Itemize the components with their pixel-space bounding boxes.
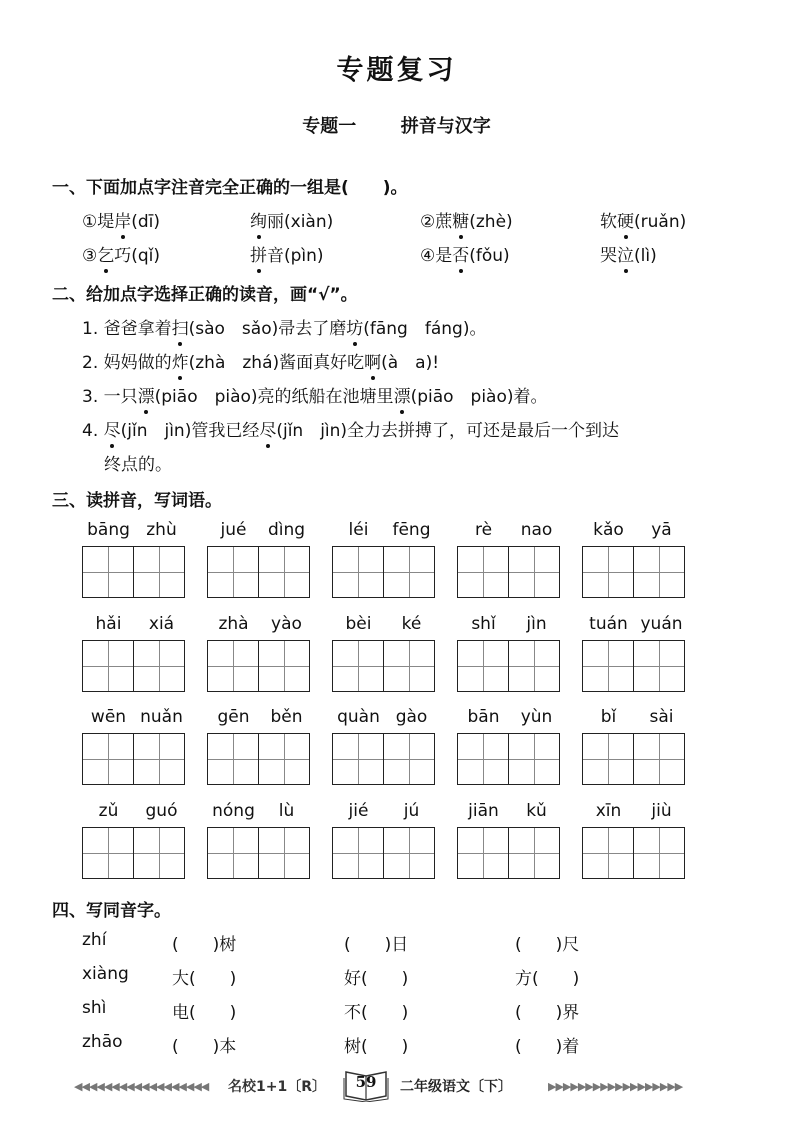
tian-grid-box[interactable] xyxy=(384,827,435,879)
option-item: 软硬(ruǎn) xyxy=(600,207,686,232)
tian-grid-box[interactable] xyxy=(582,546,634,598)
pinyin-syllable: gào xyxy=(395,707,428,727)
pinyin-syllable: yào xyxy=(271,614,302,634)
page-footer xyxy=(0,1072,793,1102)
subtitle-topic: 拼音与汉字 xyxy=(400,116,491,137)
tian-grid-box[interactable] xyxy=(509,827,560,879)
tian-grid-pair xyxy=(332,640,438,692)
tian-grid-box[interactable] xyxy=(332,546,384,598)
pinyin-syllable: quàn xyxy=(337,707,380,727)
tian-grid-box[interactable] xyxy=(332,827,384,879)
tian-grid-box[interactable] xyxy=(259,733,310,785)
pinyin-syllable: kǎo xyxy=(593,520,624,540)
pinyin-syllable: jié xyxy=(348,801,369,821)
homophone-blank[interactable]: 不( ) xyxy=(344,1003,409,1023)
tian-grid-pair xyxy=(82,640,188,692)
question-line-continued: 终点的。 xyxy=(104,455,172,475)
tian-grid-box[interactable] xyxy=(82,640,134,692)
word-item xyxy=(207,707,313,785)
option-item: ④是否(fǒu) xyxy=(420,241,510,266)
tian-grid-pair xyxy=(457,640,563,692)
question-line: 1. 爸爸拿着扫(sào sǎo)帚去了磨坊(fāng fáng)。 xyxy=(82,314,486,339)
pinyin-syllable: yā xyxy=(651,520,672,540)
pinyin-row xyxy=(457,707,563,729)
tian-grid-box[interactable] xyxy=(384,640,435,692)
pinyin-syllable: bāng xyxy=(87,520,130,540)
tian-grid-pair xyxy=(82,546,188,598)
tian-grid-box[interactable] xyxy=(259,640,310,692)
tian-grid-pair xyxy=(207,546,313,598)
tian-grid-box[interactable] xyxy=(207,546,259,598)
tian-grid-box[interactable] xyxy=(207,733,259,785)
pinyin-syllable: zhà xyxy=(218,614,249,634)
tian-grid-box[interactable] xyxy=(82,733,134,785)
tian-grid-pair xyxy=(582,640,688,692)
homophone-blank[interactable]: ( )树 xyxy=(172,935,237,955)
pinyin-syllable: xīn xyxy=(595,801,622,821)
tian-grid-box[interactable] xyxy=(634,546,685,598)
pinyin-row xyxy=(582,614,688,636)
tian-grid-box[interactable] xyxy=(457,546,509,598)
pinyin-row xyxy=(457,801,563,823)
tian-grid-box[interactable] xyxy=(457,827,509,879)
homophone-blank[interactable]: 好( ) xyxy=(344,969,409,989)
tian-grid-box[interactable] xyxy=(457,640,509,692)
tian-grid-box[interactable] xyxy=(134,640,185,692)
pinyin-syllable: běn xyxy=(270,707,303,727)
homophone-pinyin: xiàng xyxy=(82,964,129,984)
pinyin-syllable: zhù xyxy=(146,520,177,540)
homophone-blank[interactable]: ( )尺 xyxy=(515,935,580,955)
book-icon xyxy=(342,1068,390,1100)
word-item xyxy=(207,801,313,879)
tian-grid-pair xyxy=(332,827,438,879)
pinyin-syllable: yuán xyxy=(640,614,683,634)
pinyin-syllable: bān xyxy=(467,707,500,727)
footer-arrows-right: ▶▶▶▶▶▶▶▶▶▶▶▶▶▶▶▶▶▶ xyxy=(548,1080,683,1093)
footer-series: 名校1+1〔R〕 xyxy=(228,1079,326,1095)
tian-grid-box[interactable] xyxy=(384,546,435,598)
pinyin-syllable: bèi xyxy=(345,614,372,634)
tian-grid-box[interactable] xyxy=(457,733,509,785)
word-item xyxy=(332,614,438,692)
pinyin-syllable: léi xyxy=(348,520,369,540)
section-4-heading: 四、写同音字。 xyxy=(52,901,171,921)
pinyin-row xyxy=(332,707,438,729)
pinyin-row xyxy=(457,614,563,636)
word-item xyxy=(82,801,188,879)
word-item xyxy=(332,707,438,785)
homophone-blank[interactable]: 树( ) xyxy=(344,1037,409,1057)
option-item: 拼音(pìn) xyxy=(250,241,324,266)
pinyin-syllable: nao xyxy=(520,520,553,540)
pinyin-syllable: guó xyxy=(145,801,178,821)
pinyin-syllable: dìng xyxy=(267,520,306,540)
word-item xyxy=(457,520,563,598)
tian-grid-box[interactable] xyxy=(207,640,259,692)
tian-grid-box[interactable] xyxy=(332,640,384,692)
tian-grid-box[interactable] xyxy=(259,546,310,598)
page-title: 专题复习 xyxy=(336,55,457,86)
tian-grid-pair xyxy=(457,733,563,785)
word-item xyxy=(457,707,563,785)
tian-grid-box[interactable] xyxy=(134,546,185,598)
tian-grid-pair xyxy=(457,546,563,598)
pinyin-row xyxy=(207,707,313,729)
homophone-blank[interactable]: 电( ) xyxy=(172,1003,237,1023)
tian-grid-pair xyxy=(207,827,313,879)
word-item xyxy=(82,614,188,692)
pinyin-syllable: kǔ xyxy=(526,801,547,821)
page-number: 59 xyxy=(355,1073,377,1091)
tian-grid-box[interactable] xyxy=(509,546,560,598)
section-1-heading: 一、下面加点字注音完全正确的一组是( )。 xyxy=(52,178,408,198)
subtitle-part: 专题一 xyxy=(302,116,357,137)
tian-grid-box[interactable] xyxy=(634,640,685,692)
homophone-blank[interactable]: ( )着 xyxy=(515,1037,580,1057)
question-line: 4. 尽(jǐn jìn)管我已经尽(jǐn jìn)全力去拼搏了，可还是最后一个到达 xyxy=(82,416,619,441)
tian-grid-pair xyxy=(457,827,563,879)
pinyin-syllable: sài xyxy=(649,707,674,727)
tian-grid-pair xyxy=(207,733,313,785)
question-line: 2. 妈妈做的炸(zhà zhá)酱面真好吃啊(à a)! xyxy=(82,348,439,373)
option-item: ②蔗糖(zhè) xyxy=(420,207,513,232)
homophone-blank[interactable]: 大( ) xyxy=(172,969,237,989)
tian-grid-box[interactable] xyxy=(384,733,435,785)
tian-grid-box[interactable] xyxy=(582,733,634,785)
word-item xyxy=(207,614,313,692)
tian-grid-pair xyxy=(582,733,688,785)
pinyin-syllable: jiù xyxy=(651,801,672,821)
pinyin-syllable: bǐ xyxy=(600,707,617,727)
pinyin-row xyxy=(82,520,188,542)
pinyin-syllable: ké xyxy=(401,614,422,634)
page-subtitle xyxy=(0,112,793,138)
tian-grid-box[interactable] xyxy=(509,640,560,692)
pinyin-syllable: tuán xyxy=(589,614,628,634)
word-item xyxy=(207,520,313,598)
tian-grid-box[interactable] xyxy=(259,827,310,879)
homophone-pinyin: zhí xyxy=(82,930,107,950)
tian-grid-box[interactable] xyxy=(582,640,634,692)
pinyin-syllable: yùn xyxy=(520,707,553,727)
footer-arrows-left: ◀◀◀◀◀◀◀◀◀◀◀◀◀◀◀◀◀◀ xyxy=(74,1080,209,1093)
pinyin-syllable: wēn xyxy=(90,707,127,727)
pinyin-syllable: lù xyxy=(278,801,295,821)
word-item xyxy=(457,801,563,879)
word-item xyxy=(582,707,688,785)
homophone-blank[interactable]: ( )界 xyxy=(515,1003,580,1023)
pinyin-row xyxy=(582,707,688,729)
pinyin-row xyxy=(82,801,188,823)
homophone-pinyin: zhāo xyxy=(82,1032,123,1052)
word-item xyxy=(582,801,688,879)
tian-grid-box[interactable] xyxy=(134,733,185,785)
footer-course: 二年级语文〔下〕 xyxy=(400,1079,512,1095)
pinyin-row xyxy=(332,520,438,542)
pinyin-syllable: fēng xyxy=(392,520,431,540)
pinyin-row xyxy=(332,801,438,823)
tian-grid-pair xyxy=(582,546,688,598)
tian-grid-pair xyxy=(332,546,438,598)
pinyin-row xyxy=(582,801,688,823)
pinyin-syllable: nóng xyxy=(212,801,255,821)
option-item: 哭泣(lì) xyxy=(600,241,657,266)
pinyin-row xyxy=(207,614,313,636)
word-item xyxy=(82,520,188,598)
pinyin-row xyxy=(207,801,313,823)
tian-grid-box[interactable] xyxy=(509,733,560,785)
option-item: ①堤岸(dī) xyxy=(82,207,160,232)
word-item xyxy=(332,801,438,879)
section-3-heading: 三、读拼音，写词语。 xyxy=(52,491,222,511)
word-item xyxy=(82,707,188,785)
pinyin-row xyxy=(582,520,688,542)
tian-grid-box[interactable] xyxy=(634,733,685,785)
tian-grid-pair xyxy=(582,827,688,879)
tian-grid-box[interactable] xyxy=(82,546,134,598)
pinyin-syllable: jìn xyxy=(526,614,547,634)
tian-grid-box[interactable] xyxy=(332,733,384,785)
pinyin-syllable: xiá xyxy=(148,614,175,634)
tian-grid-box[interactable] xyxy=(134,827,185,879)
pinyin-syllable: nuǎn xyxy=(140,707,183,727)
pinyin-syllable: shǐ xyxy=(471,614,496,634)
pinyin-row xyxy=(332,614,438,636)
section-2-heading: 二、给加点字选择正确的读音，画“√”。 xyxy=(52,285,358,305)
tian-grid-pair xyxy=(207,640,313,692)
question-line: 3. 一只漂(piāo piào)亮的纸船在池塘里漂(piāo piào)着。 xyxy=(82,382,548,407)
word-item xyxy=(582,520,688,598)
option-item: ③乞巧(qǐ) xyxy=(82,241,160,266)
tian-grid-pair xyxy=(82,827,188,879)
word-item xyxy=(582,614,688,692)
word-item xyxy=(332,520,438,598)
pinyin-syllable: jú xyxy=(403,801,420,821)
tian-grid-pair xyxy=(332,733,438,785)
tian-grid-box[interactable] xyxy=(82,827,134,879)
pinyin-syllable: gēn xyxy=(217,707,250,727)
pinyin-syllable: jué xyxy=(220,520,247,540)
pinyin-row xyxy=(207,520,313,542)
pinyin-row xyxy=(82,614,188,636)
homophone-blank[interactable]: 方( ) xyxy=(515,969,580,989)
word-item xyxy=(457,614,563,692)
tian-grid-box[interactable] xyxy=(207,827,259,879)
pinyin-syllable: jiān xyxy=(468,801,499,821)
pinyin-syllable: hǎi xyxy=(95,614,122,634)
tian-grid-pair xyxy=(82,733,188,785)
homophone-blank[interactable]: ( )本 xyxy=(172,1037,237,1057)
homophone-pinyin: shì xyxy=(82,998,107,1018)
pinyin-syllable: zǔ xyxy=(98,801,119,821)
homophone-blank[interactable]: ( )日 xyxy=(344,935,409,955)
tian-grid-box[interactable] xyxy=(582,827,634,879)
tian-grid-box[interactable] xyxy=(634,827,685,879)
option-item: 绚丽(xiàn) xyxy=(250,207,333,232)
pinyin-syllable: rè xyxy=(474,520,493,540)
pinyin-row xyxy=(82,707,188,729)
pinyin-row xyxy=(457,520,563,542)
